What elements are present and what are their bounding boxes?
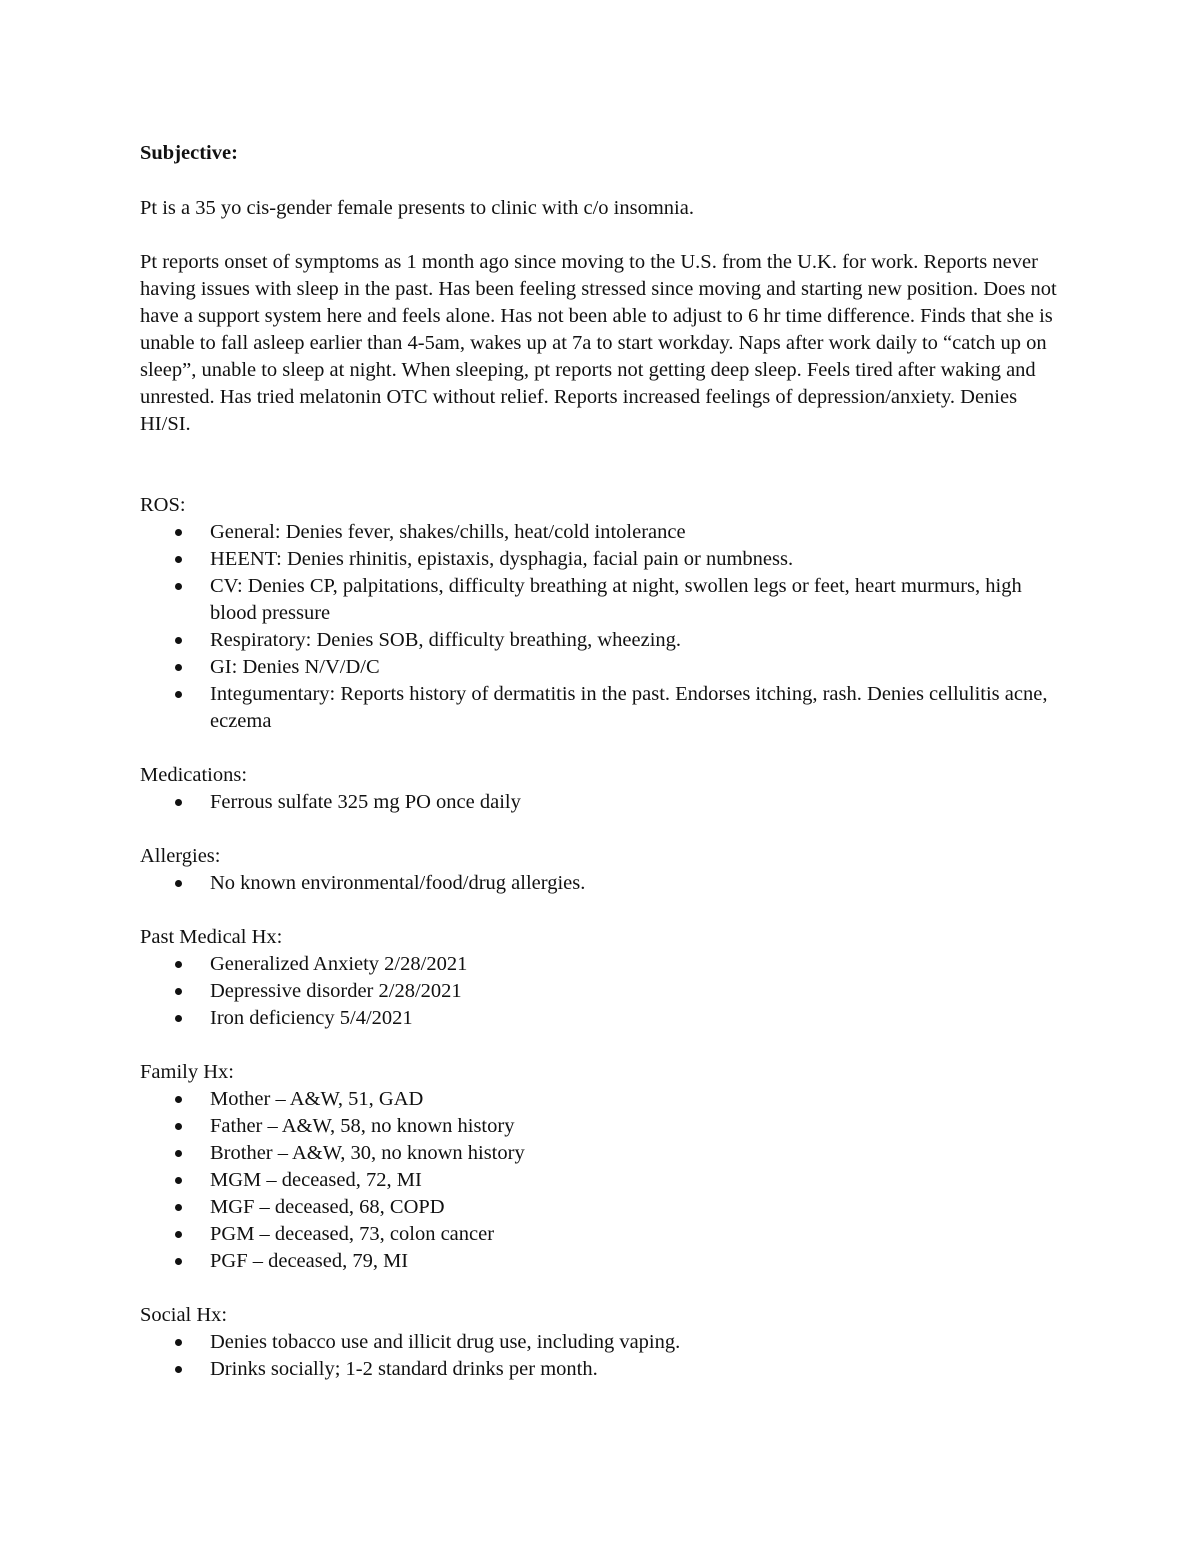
subjective-heading: Subjective: (140, 142, 238, 164)
list-item: PGF – deceased, 79, MI (140, 1248, 1050, 1275)
past-medical-section (140, 924, 1080, 1032)
list-item: Mother – A&W, 51, GAD (140, 1086, 1050, 1113)
list-item: Denies tobacco use and illicit drug use, including vaping. (140, 1329, 1050, 1356)
allergies-label: Allergies: (140, 845, 221, 867)
ros-section (140, 492, 1080, 735)
list-item: General: Denies fever, shakes/chills, heat/cold intolerance (140, 519, 1050, 546)
social-list (140, 1329, 1080, 1383)
list-item: Respiratory: Denies SOB, difficulty breathing, wheezing. (140, 627, 1050, 654)
social-label: Social Hx: (140, 1304, 228, 1326)
list-item: Ferrous sulfate 325 mg PO once daily (140, 789, 1050, 816)
hpi-paragraph: Pt reports onset of symptoms as 1 month ago since moving to the U.S. from the U.K. for work. Reports never having issues with sleep in the past. Has been feeling stressed since moving and starting new position. Does not have a support system here and feels alone. Has not been able to adjust to 6 hr time difference. Finds that she is unable to fall asleep earlier than 4-5am, wakes up at 7a to start workday. Naps after work daily to “catch up on sleep”, unable to sleep at night. When sleeping, pt reports not getting deep sleep. Feels tired after waking and unrested. Has tried melatonin OTC without relief. Reports increased feelings of depression/anxiety. Denies HI/SI. (140, 251, 1057, 435)
list-item: HEENT: Denies rhinitis, epistaxis, dysphagia, facial pain or numbness. (140, 546, 1050, 573)
list-item: Brother – A&W, 30, no known history (140, 1140, 1050, 1167)
list-item: Depressive disorder 2/28/2021 (140, 978, 1050, 1005)
list-item: Generalized Anxiety 2/28/2021 (140, 951, 1050, 978)
list-item: Drinks socially; 1-2 standard drinks per month. (140, 1356, 1050, 1383)
list-item: Integumentary: Reports history of dermatitis in the past. Endorses itching, rash. Denies cellulitis acne, eczema (140, 681, 1050, 735)
medications-label: Medications: (140, 764, 248, 786)
list-item: MGM – deceased, 72, MI (140, 1167, 1050, 1194)
list-item: No known environmental/food/drug allergies. (140, 870, 1050, 897)
list-item: Iron deficiency 5/4/2021 (140, 1005, 1050, 1032)
allergies-list (140, 870, 1080, 897)
ros-label: ROS: (140, 494, 186, 516)
ros-list (140, 519, 1080, 735)
list-item: CV: Denies CP, palpitations, difficulty breathing at night, swollen legs or feet, heart murmurs, high blood pressure (140, 573, 1050, 627)
past-medical-label: Past Medical Hx: (140, 926, 283, 948)
family-list (140, 1086, 1080, 1275)
family-label: Family Hx: (140, 1061, 234, 1083)
list-item: PGM – deceased, 73, colon cancer (140, 1221, 1050, 1248)
medications-section (140, 762, 1080, 816)
intro-paragraph: Pt is a 35 yo cis-gender female presents to clinic with c/o insomnia. (140, 197, 694, 219)
list-item: GI: Denies N/V/D/C (140, 654, 1050, 681)
past-medical-list (140, 951, 1080, 1032)
family-section (140, 1059, 1080, 1275)
medications-list (140, 789, 1080, 816)
list-item: Father – A&W, 58, no known history (140, 1113, 1050, 1140)
allergies-section (140, 843, 1080, 897)
list-item: MGF – deceased, 68, COPD (140, 1194, 1050, 1221)
social-section (140, 1302, 1080, 1383)
